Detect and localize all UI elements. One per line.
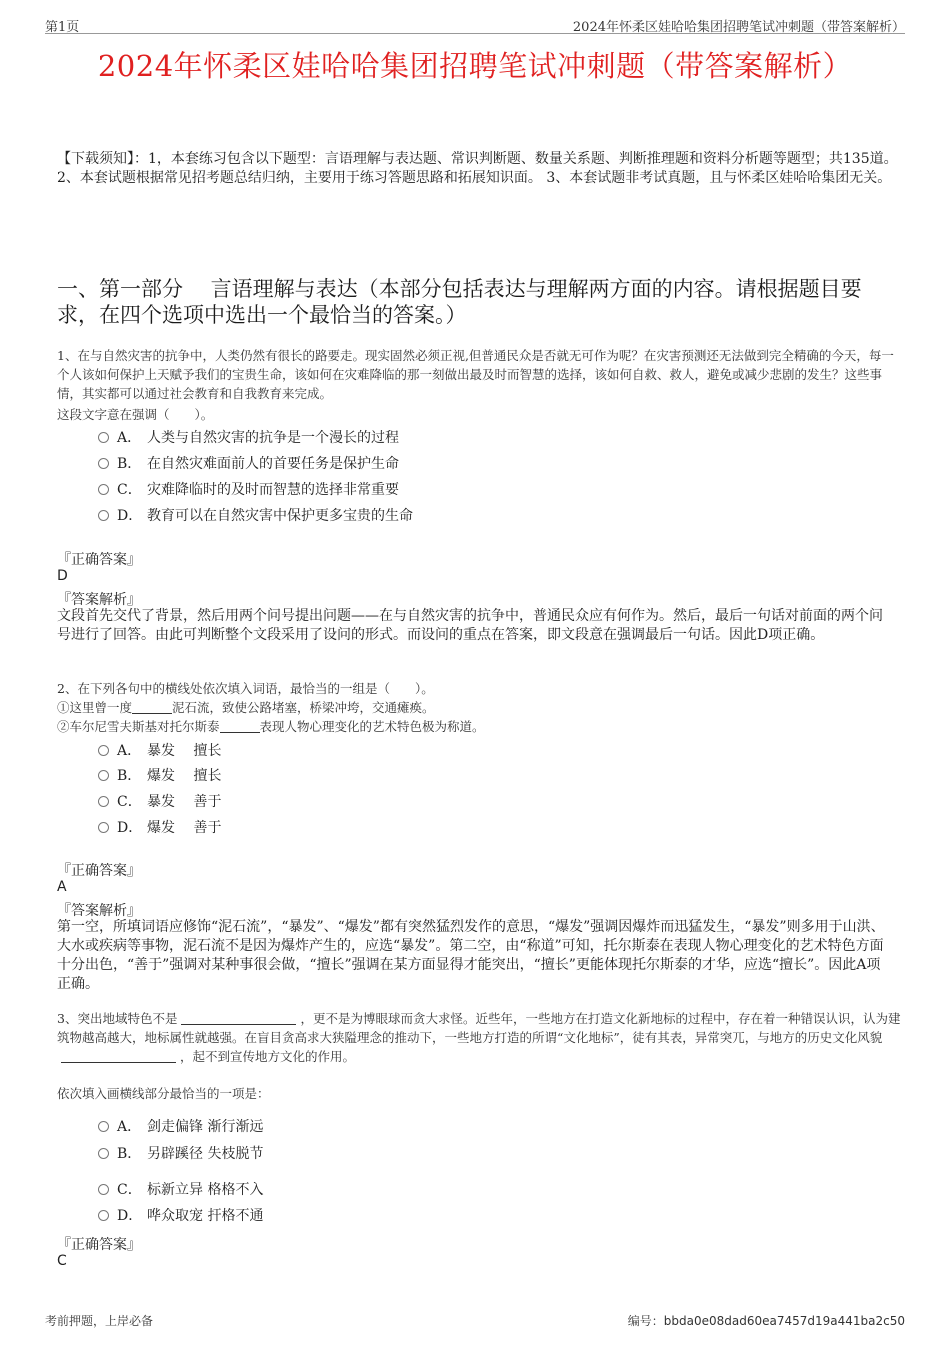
option-text: 人类与自然灾害的抗争是一个漫长的过程 (147, 430, 399, 446)
radio-icon[interactable] (98, 770, 109, 781)
footer-serial (628, 1312, 905, 1329)
radio-icon[interactable] (98, 432, 109, 443)
question-2-stem: 2、在下列各句中的横线处依次填入词语，最恰当的一组是（ ）。 (57, 681, 434, 696)
question-3-stem (57, 1009, 902, 1066)
question-1-analysis-label: 『答案解析』 (57, 592, 141, 608)
option-text: 剑走偏锋 渐行渐远 (147, 1119, 264, 1135)
option-text: 爆发 善于 (147, 820, 222, 836)
radio-icon[interactable] (98, 484, 109, 495)
question-2-analysis-label: 『答案解析』 (57, 903, 141, 919)
radio-icon[interactable] (98, 745, 109, 756)
page-number: 第1页 (45, 20, 80, 35)
option-text: 暴发 善于 (147, 794, 222, 810)
question-3-option-a[interactable] (98, 1117, 263, 1137)
question-2-option-b[interactable] (98, 766, 221, 786)
line-1-start: ①这里曾一度 (57, 700, 133, 715)
radio-icon[interactable] (98, 458, 109, 469)
question-1-option-a[interactable] (98, 428, 399, 448)
header-divider (45, 33, 905, 34)
fill-blank (132, 701, 172, 714)
radio-icon[interactable] (98, 510, 109, 521)
question-2-line-2 (57, 717, 902, 736)
stem-part-3: ，起不到宣传地方文化的作用。 (180, 1049, 356, 1064)
question-3-option-d[interactable] (98, 1206, 263, 1226)
option-letter: C． (117, 482, 142, 498)
download-notice: 【下载须知】：1，本套练习包含以下题型：言语理解与表达题、常识判断题、数量关系题、判断推理题和资料分析题等题型；共135道。 2、本套试题根据常见招考题总结归纳，主要用于练习答题思路和拓展知识面。 3、本套试题非考试真题，且与怀柔区娃哈哈集团无关。 (57, 151, 898, 186)
question-2-answer-label: 『正确答案』 (57, 863, 141, 879)
question-2-option-a[interactable] (98, 741, 221, 761)
radio-icon[interactable] (98, 1184, 109, 1195)
question-3-answer: C (57, 1253, 67, 1269)
question-2-option-c[interactable] (98, 792, 221, 812)
option-letter: B． (117, 1146, 142, 1162)
option-letter: D． (117, 508, 143, 524)
option-letter: A． (117, 1119, 142, 1135)
section-heading: 一、第一部分 言语理解与表达（本部分包括表达与理解两方面的内容。请根据题目要求，在四个选项中选出一个最恰当的答案。） (57, 277, 862, 327)
question-2-line-1 (57, 698, 902, 717)
question-3-answer-label: 『正确答案』 (57, 1237, 141, 1253)
radio-icon[interactable] (98, 1121, 109, 1132)
question-1-option-d[interactable] (98, 506, 413, 526)
option-letter: C． (117, 1182, 142, 1198)
serial-label: 编号： (627, 1314, 664, 1328)
footer-slogan: 考前押题，上岸必备 (45, 1314, 154, 1328)
question-3-prompt: 依次填入画横线部分最恰当的一项是： (57, 1086, 270, 1101)
radio-icon[interactable] (98, 1210, 109, 1221)
option-text: 灾难降临时的及时而智慧的选择非常重要 (147, 482, 399, 498)
line-2-end: 表现人物心理变化的艺术特色极为称道。 (259, 719, 485, 734)
fill-blank (220, 720, 260, 733)
radio-icon[interactable] (98, 796, 109, 807)
fill-blank (181, 1012, 296, 1025)
document-title: 2024年怀柔区娃哈哈集团招聘笔试冲刺题（带答案解析） (97, 49, 853, 83)
radio-icon[interactable] (98, 1148, 109, 1159)
option-text: 在自然灾难面前人的首要任务是保护生命 (147, 456, 399, 472)
line-1-end: 泥石流，致使公路堵塞，桥梁冲垮，交通瘫痪。 (172, 700, 435, 715)
option-text: 哗众取宠 扞格不通 (147, 1208, 264, 1224)
question-1-answer: D (57, 568, 68, 584)
option-letter: A． (117, 743, 142, 759)
question-1-stem: 1、在与自然灾害的抗争中，人类仍然有很长的路要走。现实固然必须正视,但普通民众是否就无可作为呢？在灾害预测还无法做到完全精确的今天，每一个人该如何保护上天赋予我们的宝贵生命，该如何在灾难降临的那一刻做出最及时而智慧的选择，该如何自救、救人，避免或减少悲剧的发生？这些事情，其实都可以通过社会教育和自我教育来完成。 (57, 348, 894, 401)
stem-part-1: 3、突出地域特色不是 (57, 1011, 178, 1026)
question-1-option-c[interactable] (98, 480, 399, 500)
question-2-analysis: 第一空，所填词语应修饰“泥石流”，“暴发”、“爆发”都有突然猛烈发作的意思，“爆发”强调因爆炸而迅猛发生，“暴发”则多用于山洪、大水或疾病等事物，泥石流不是因为爆炸产生的，应选“暴发”。第二空，由“称道”可知，托尔斯泰在表现人物心理变化的艺术特色方面十分出色，“善于”强调对某种事很会做，“擅长”强调在某方面显得才能突出，“擅长”更能体现托尔斯泰的才华，应选“擅长”。因此A项正确。 (57, 919, 885, 992)
option-text: 爆发 擅长 (147, 768, 222, 784)
stem-part-2: ，更不是为博眼球而贪大求怪。近些年，一些地方在打造文化新地标的过程中，存在着一种错误认识，认为建筑物越高越大，地标属性就越强。在盲目贪高求大狭隘理念的推动下，一些地方打造的所谓“文化地标”，徒有其表，异常突兀，与地方的历史文化风貌 (57, 1011, 901, 1045)
option-text: 标新立异 格格不入 (147, 1182, 264, 1198)
question-3-option-c[interactable] (98, 1180, 263, 1200)
option-text: 暴发 擅长 (147, 743, 222, 759)
radio-icon[interactable] (98, 822, 109, 833)
option-letter: D． (117, 1208, 143, 1224)
fill-blank (61, 1050, 176, 1063)
question-2-answer: A (57, 879, 67, 895)
option-letter: D． (117, 820, 143, 836)
question-1-prompt: 这段文字意在强调（ ）。 (57, 407, 214, 422)
question-3-option-b[interactable] (98, 1144, 263, 1164)
serial-code: bbda0e08dad60ea7457d19a441ba2c50 (663, 1314, 905, 1328)
question-2-option-d[interactable] (98, 818, 221, 838)
question-1-option-b[interactable] (98, 454, 399, 474)
header-doc-title: 2024年怀柔区娃哈哈集团招聘笔试冲刺题（带答案解析） (572, 20, 905, 35)
option-letter: B． (117, 768, 142, 784)
option-text: 另辟蹊径 失枝脱节 (147, 1146, 264, 1162)
option-text: 教育可以在自然灾害中保护更多宝贵的生命 (147, 508, 413, 524)
option-letter: B． (117, 456, 142, 472)
line-2-start: ②车尔尼雪夫斯基对托尔斯泰 (57, 719, 220, 734)
question-1-answer-label: 『正确答案』 (57, 552, 141, 568)
option-letter: A． (117, 430, 142, 446)
option-letter: C． (117, 794, 142, 810)
question-1-analysis: 文段首先交代了背景，然后用两个问号提出问题——在与自然灾害的抗争中，普通民众应有何作为。然后，最后一句话对前面的两个问号进行了回答。由此可判断整个文段采用了设问的形式。而设问的重点在答案，即文段意在强调最后一句话。因此D项正确。 (57, 608, 883, 643)
